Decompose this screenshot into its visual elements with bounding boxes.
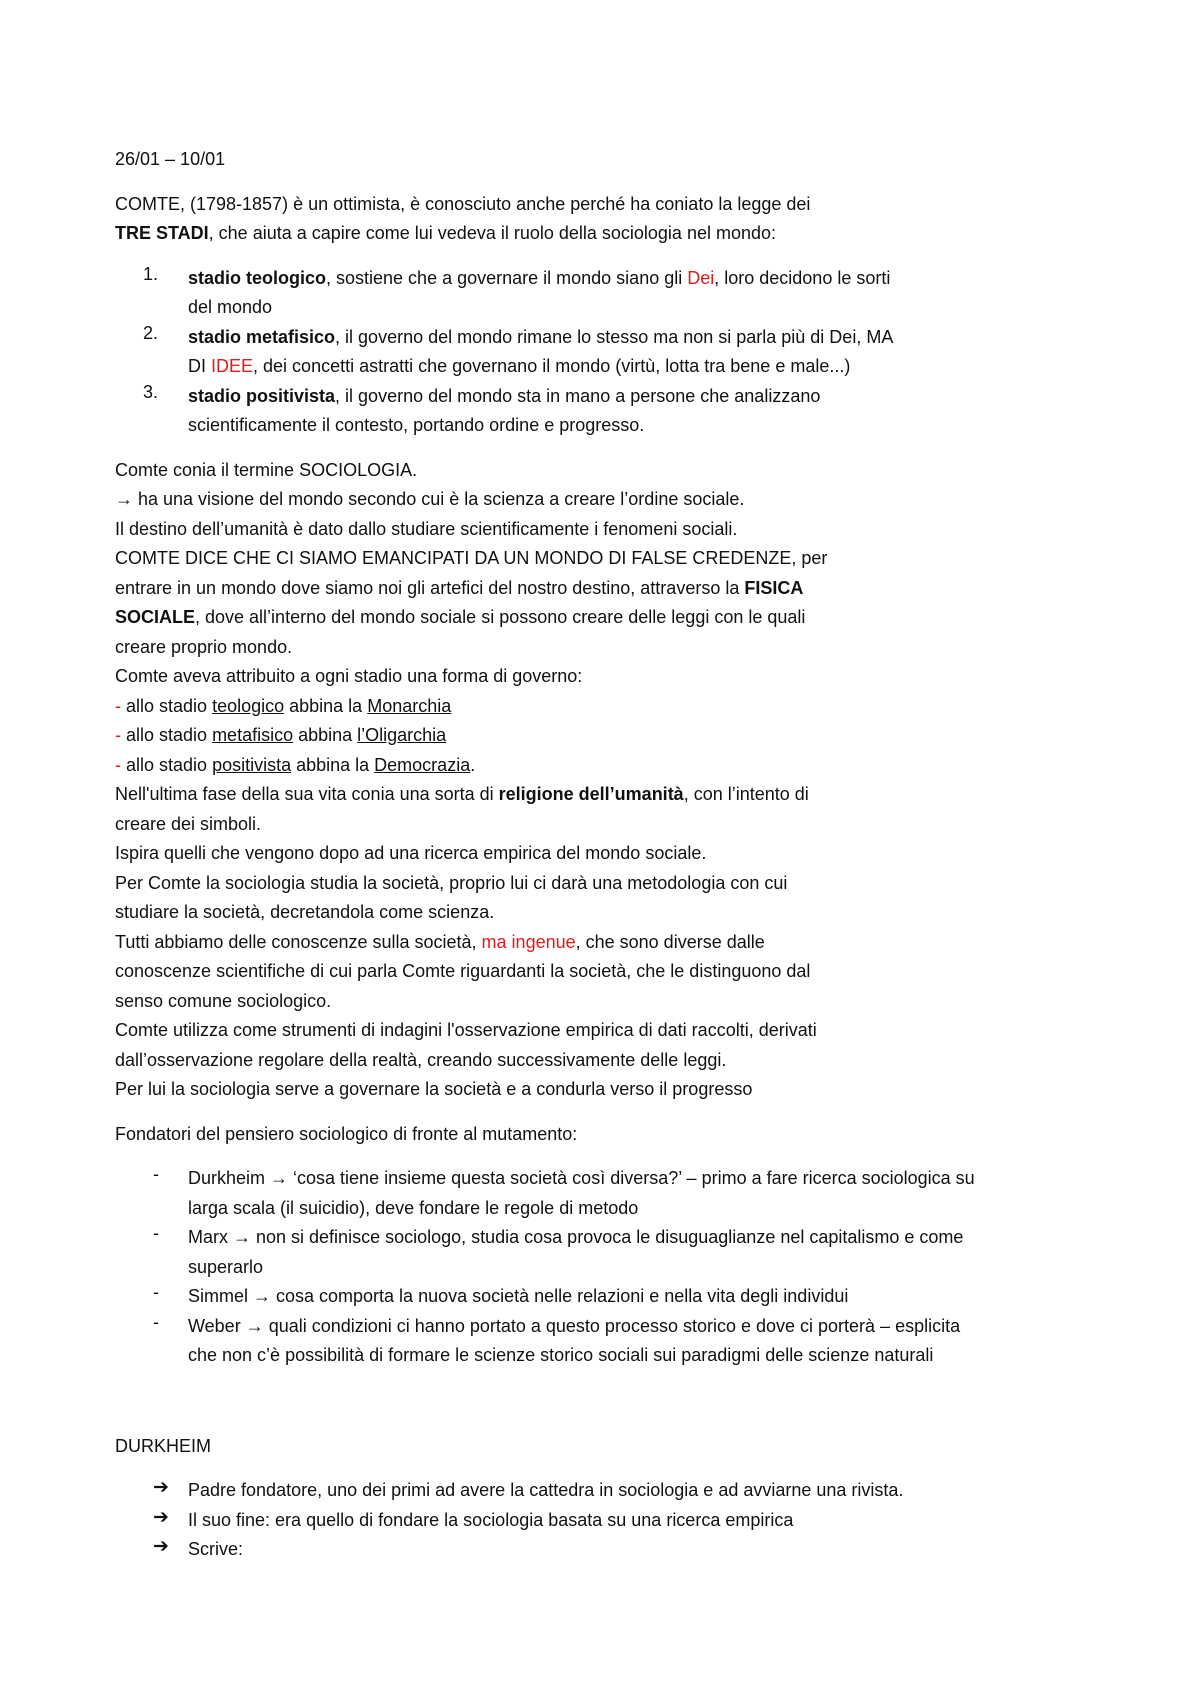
document-page [115,145,1085,1565]
gov-line-3: - allo stadio positivista abbina la Democrazia. [115,754,476,775]
list-item-weber: - Weber → quali condizioni ci hanno portato a questo processo storico e dove ci porterà – esplicita che non c’è possibilità di formare le scienze storico sociali sui paradigmi delle scienze naturali [153,1311,961,1365]
list-item-simmel: - Simmel → cosa comporta la nuova società nelle relazioni e nella vita degli individui [153,1282,849,1306]
fondatori-title: Fondatori del pensiero sociologico di fronte al mutamento: [115,1123,578,1144]
durkheim-heading: DURKHEIM [115,1435,212,1456]
arrow-bullet-icon: ➔ [153,1536,169,1557]
intro-line-1: COMTE, (1798-1857) è un ottimista, è conosciuto anche perché ha coniato la legge dei [115,193,811,214]
date-heading: 26/01 – 10/01 [115,149,226,169]
gov-line-2: - allo stadio metafisico abbina l’Oligarchia [115,725,447,745]
arrow-bullet-icon: ➔ [153,1506,169,1528]
list-item-padre-fondatore: ➔ Padre fondatore, uno dei primi ad avere la cattedra in sociologia e ad avviarne una rivista. [153,1477,904,1500]
list-item-stadio-3: 3. stadio positivista, il governo del mondo sta in mano a persone che analizzano scientificamente il contesto, portando ordine e progresso. [143,381,821,435]
list-item-scrive: ➔ Scrive: [153,1536,244,1559]
list-item-marx: - Marx → non si definisce sociologo, studia cosa provoca le disuguaglianze nel capitalismo e come superarlo [153,1223,964,1277]
list-item-stadio-2: 2. stadio metafisico, il governo del mondo rimane lo stesso ma non si parla più di Dei, MA DI IDEE, dei concetti astratti che governano il mondo (virtù, lotta tra bene e male...) [143,322,894,376]
intro-line-2: TRE STADI, che aiuta a capire come lui vedeva il ruolo della sociologia nel mondo: [115,223,777,243]
list-item-durkheim: - Durkheim → ‘cosa tiene insieme questa società così diversa?’ – primo a fare ricerca sociologica su larga scala (il suicidio), deve fondare le regole di metodo [153,1164,975,1218]
arrow-bullet-icon: ➔ [153,1477,169,1498]
list-item-suo-fine: ➔ Il suo fine: era quello di fondare la sociologia basata su una ricerca empirica [153,1506,794,1530]
list-item-stadio-1: 1. stadio teologico, sostiene che a governare il mondo siano gli Dei, loro decidono le sorti del mondo [143,263,891,317]
body-text: Comte conia il termine SOCIOLOGIA. → ha una visione del mondo secondo cui è la scienza a creare l’ordine sociale. Il destino dell’umanità è dato dallo studiare scientificamente i fenomeni sociali. COMTE DICE CHE CI SIAMO EMANCIPATI DA UN MONDO DI FALSE CREDENZE, per entrare in un mondo dove siamo noi gli artefici del nostro destino, attraverso la FISICA SOCIALE, dove all’interno del mondo sociale si possono creare delle leggi con le quali creare proprio mondo. Comte aveva attribuito a ogni stadio una forma di governo: - allo stadio teologico abbina la Monarchia - allo stadio metafisico abbina l’Oligarchia - allo stadio positivista abbina la Democrazia. Nell'ultima fase della sua vita conia una sorta di religione dell’umanità, con l’intento di creare dei simboli. Ispira quelli che vengono dopo ad una ricerca empirica del mondo sociale. Per Comte la sociologia studia la società, proprio lui ci darà una metodologia con cui studiare la società, decretandola come scienza. Tutti abbiamo delle conoscenze sulla società, ma ingenue, che sono diverse dalle conoscenze scientifiche di cui parla Comte riguardanti la società, che le distinguono dal senso comune sociologico. Comte utilizza come strumenti di indagini l'osservazione empirica di dati raccolti, derivati dall’osservazione regolare della realtà, creando successivamente delle leggi. Per lui la sociologia serve a governare la società e a condurla verso il progresso [115,456,1085,1105]
gov-line-1: - allo stadio teologico abbina la Monarchia [115,695,452,716]
arrow-icon: → [115,489,133,509]
